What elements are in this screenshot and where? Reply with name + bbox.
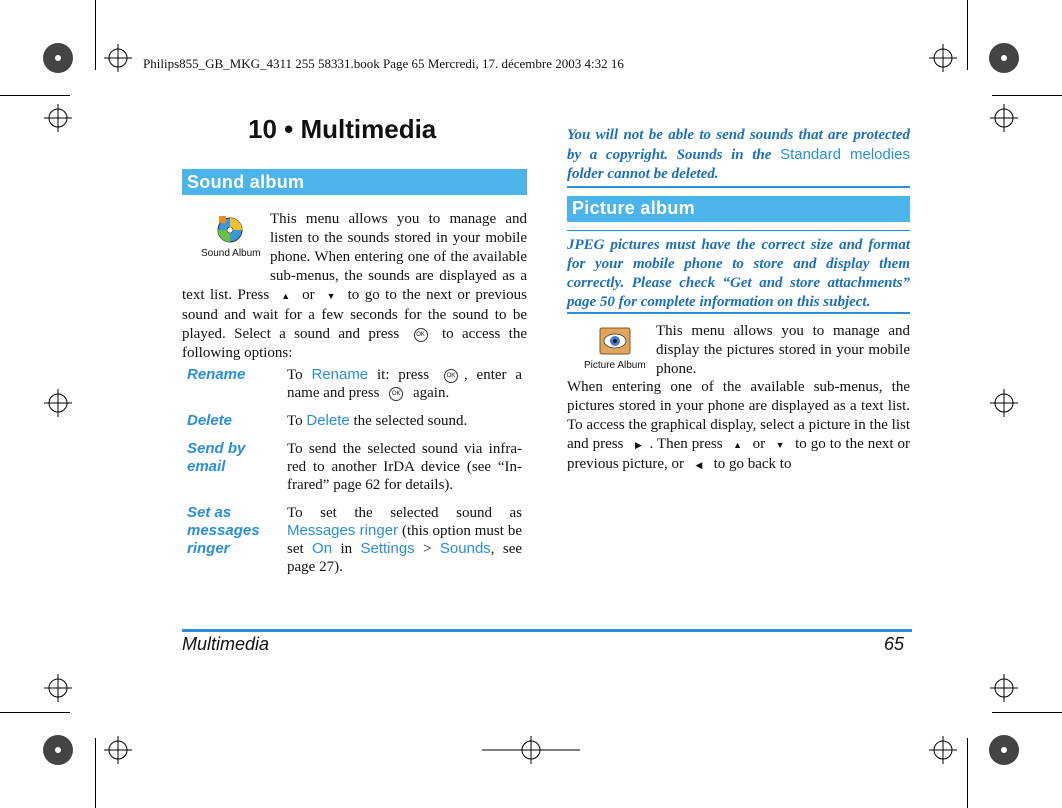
- target-icon: [929, 44, 957, 72]
- target-icon: [104, 736, 132, 764]
- option-def: To Delete the selected sound.: [287, 412, 468, 429]
- ok-key-icon: OK: [444, 369, 458, 383]
- left-arrow-icon: ◀: [695, 460, 703, 470]
- option-rename: [187, 366, 527, 402]
- right-arrow-icon: ▶: [635, 440, 642, 450]
- option-def: To send the selected sound via infra-red to another IrDA device (see “In-frared” page 62 for details).: [287, 441, 522, 493]
- up-arrow-icon: ▲: [281, 291, 291, 301]
- print-header: Philips855_GB_MKG_4311 255 58331.book Page 65 Mercredi, 17. décembre 2003 4:32 16: [143, 56, 624, 71]
- option-term: Rename: [187, 366, 246, 383]
- divider: [567, 312, 910, 314]
- section-heading-sound-album: Sound album: [182, 169, 527, 195]
- target-icon: [990, 674, 1018, 702]
- target-icon: [44, 104, 72, 132]
- target-icon: [990, 104, 1018, 132]
- option-delete: [187, 412, 527, 430]
- option-term: Set as messages ringer: [187, 504, 260, 557]
- picture-album-body: When entering one of the available sub-menus, the pictures stored in your phone are displayed as a text list. To access the graphical display, select a picture in the list and press ▶ . Then press ▲ or ▼ to go to the next or previous picture, or ◀ to go back to: [567, 378, 910, 475]
- picture-album-icon: [584, 326, 648, 374]
- footer-rule: [182, 629, 912, 632]
- option-term: Delete: [187, 412, 233, 429]
- options-list: [187, 366, 527, 576]
- option-def: To set the selected sound as Messages ringer (this option must be set On in Settings > Sounds, see page 27).: [287, 505, 523, 575]
- option-def: To Rename it: press OK , enter a name and press OK again.: [287, 366, 523, 401]
- divider: [567, 230, 910, 231]
- target-icon: [990, 389, 1018, 417]
- copyright-note: You will not be able to send sounds that are protected by a copyright. Sounds in the Standard melodies folder cannot be deleted.: [567, 127, 911, 182]
- divider: [567, 186, 910, 188]
- target-icon: [104, 44, 132, 72]
- option-send-by-email: [187, 440, 527, 494]
- target-icon: [44, 389, 72, 417]
- target-icon: [929, 736, 957, 764]
- picture-album-icon-label: Picture Album: [584, 360, 646, 371]
- ok-key-icon: OK: [389, 387, 403, 401]
- footer-page-number: 65: [884, 634, 905, 654]
- down-arrow-icon: ▼: [326, 291, 336, 301]
- chapter-title: 10 • Multimedia: [248, 114, 437, 144]
- footer-section: Multimedia: [182, 634, 270, 654]
- option-set-as-messages-ringer: [187, 504, 527, 576]
- sound-album-intro: This menu allows you to manage and listen to the sounds stored in your mobile phone. When entering one of the available sub-menus, the sounds are displayed as a text list. Press ▲ or ▼ to go to the next or previous sound and wait for a few seconds for the sound to be played. Select a sound and press OK to access the following options:: [182, 211, 528, 361]
- down-arrow-icon: ▼: [775, 440, 785, 450]
- picture-album-intro: This menu allows you to manage and display the pictures stored in your mobile phone.: [656, 323, 910, 377]
- target-icon: [482, 736, 580, 764]
- jpeg-note: JPEG pictures must have the correct size and format for your mobile phone to store and display them correctly. Please check “Get and store attachments” page 50 for complete information on this subject.: [567, 237, 910, 310]
- sound-album-icon-label: Sound Album: [201, 248, 261, 259]
- ok-key-icon: OK: [414, 328, 428, 342]
- section-heading-picture-album: Picture album: [567, 196, 910, 222]
- up-arrow-icon: ▲: [733, 440, 743, 450]
- target-icon: [44, 674, 72, 702]
- option-term: Send by email: [187, 440, 246, 475]
